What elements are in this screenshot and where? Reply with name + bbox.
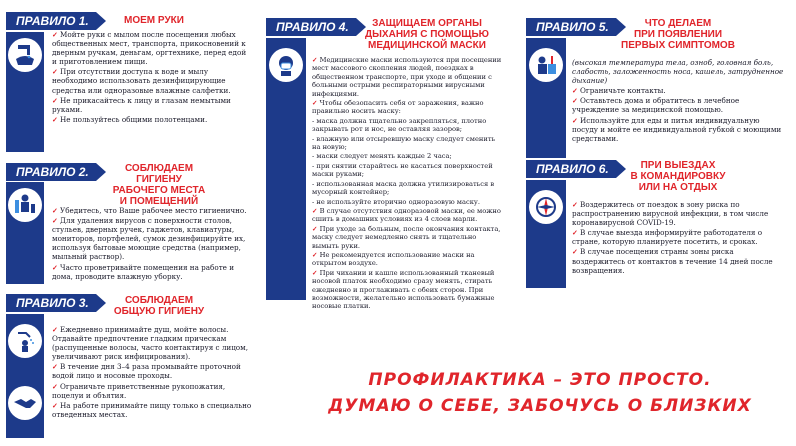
list-item: ✓ При отсутствии доступа к воде и мылу необходимо использовать дезинфицирующие средства или одноразовые влажные салфетки. [52, 67, 231, 95]
rule-2-body [52, 206, 254, 282]
dash-item: - использованная маска должна утилизироваться в мусорный контейнер; [312, 179, 495, 197]
rule-4-title: ЗАЩИЩАЕМ ОРГАНЫ ДЫХАНИЯ С ПОМОЩЬЮ МЕДИЦИНСКОЙ МАСКИ [365, 18, 489, 51]
list-item: ✓ На работе принимайте пищу только в специально отведенных местах. [52, 400, 252, 419]
rule-6-title: ПРИ ВЫЕЗДАХ В КОМАНДИРОВКУ ИЛИ НА ОТДЫХ [630, 160, 726, 193]
handwash-icon [8, 38, 42, 72]
rule-5-title: ЧТО ДЕЛАЕМ ПРИ ПОЯВЛЕНИИ ПЕРВЫХ СИМПТОМОВ [621, 18, 735, 51]
mask-icon [269, 48, 303, 82]
footer-slogan-line-2: ДУМАЮ О СЕБЕ, ЗАБОЧУСЬ О БЛИЗКИХ [328, 396, 752, 416]
list-item: ✓ При чихании и кашле использованный тканевый носовой платок необходимо сразу менять, стирать ежедневно и проглаживать с обеих сторон. При возможности, желательно использовать бумажные носовые платки. [312, 268, 495, 311]
rule-6-body [572, 200, 784, 276]
list-item: ✓ Не прикасайтесь к лицу и глазам немытыми руками. [52, 95, 231, 114]
rule-4-body [312, 56, 502, 312]
list-item: ✓ Ограничьте контакты. [572, 86, 666, 96]
rule-4-tag: ПРАВИЛО 4. [266, 18, 356, 36]
rule-1-title: МОЕМ РУКИ [124, 15, 184, 26]
list-item: ✓ Для удаления вирусов с поверхности столов, стульев, дверных ручек, гаджетов, клавиатуры, мониторов, портфелей, сумок дезинфицируйте их, используя бытовые моющие средства (например, мыльный раствор). [52, 216, 246, 262]
dash-item: - маски следует менять каждые 2 часа; [312, 152, 452, 161]
rule-3-body [52, 325, 254, 420]
rule-1-tag: ПРАВИЛО 1. [6, 12, 96, 30]
list-item: ✓ В случае отсутствия одноразовой маски, ее можно сшить в домашних условиях из 4 слоев марли. [312, 206, 501, 224]
list-item: ✓ В случае посещения страны зоны риска воздержитесь от контактов в течение 14 дней после возвращения. [572, 247, 773, 275]
rule-2-icon-column [6, 182, 44, 284]
handshake-icon [8, 386, 42, 420]
rule-5-body [572, 58, 784, 144]
rule-6-tag: ПРАВИЛО 6. [526, 160, 616, 178]
dash-item: - при снятии старайтесь не касаться поверхностей маски руками; [312, 161, 493, 179]
dash-item: - влажную или отсыревшую маску следует сменить на новую; [312, 134, 496, 152]
cleaning-worker-icon [8, 188, 42, 222]
list-item: ✓ Используйте для еды и питья индивидуальную посуду и мойте ее индивидуальной губкой с моющими средствами. [572, 115, 782, 143]
symptoms-note: (высокая температура тела, озноб, головная боль, слабость, заложенность носа, кашель, затрудненное дыхание) [572, 58, 784, 86]
list-item: ✓ Не пользуйтесь общими полотенцами. [52, 114, 208, 124]
dash-item: - маска должна тщательно закрепляться, плотно закрывать рот и нос, не оставляя зазоров; [312, 116, 487, 134]
list-item: ✓ Убедитесь, что Ваше рабочее место гигиенично. [52, 206, 247, 215]
rule-1-body [52, 30, 252, 125]
shower-icon [8, 324, 42, 358]
rule-3-title: СОБЛЮДАЕМ ОБЩУЮ ГИГИЕНУ [113, 295, 205, 317]
list-item: ✓ В случае выезда информируйте работодателя о стране, которую планируете посетить, и сроках. [572, 228, 763, 247]
rule-6-icon-column [526, 180, 566, 288]
list-item: ✓ Медицинские маски используются при посещении мест массового скопления людей, поездках в общественном транспорте, при уходе и общении с больными острыми респираторными вирусными инфекциями. [312, 56, 502, 98]
list-item: ✓ Ежедневно принимайте душ, мойте волосы. Отдавайте предпочтение гладким прическам (распущенные волосы, часто контактируя с лицом, увеличивают риск инфицирования). [52, 325, 249, 362]
rule-3-tag: ПРАВИЛО 3. [6, 294, 96, 312]
list-item: ✓ Воздержитесь от поездок в зону риска по распространению вирусной инфекции, в том числе коронавирусной COVID-19. [572, 200, 769, 228]
list-item: ✓ Ограничьте приветственные рукопожатия, поцелуи и объятия. [52, 381, 226, 400]
list-item: ✓ Чтобы обезопасить себя от заражения, важно правильно носить маску: [312, 99, 484, 116]
sick-person-icon [529, 48, 563, 82]
rule-2-tag: ПРАВИЛО 2. [6, 163, 96, 181]
dash-item: - не используйте вторично одноразовую маску. [312, 197, 480, 206]
rule-3-icon-column [6, 314, 44, 438]
rule-1-icon-column [6, 32, 44, 152]
footer-slogan-line-1: ПРОФИЛАКТИКА – ЭТО ПРОСТО. [368, 370, 712, 390]
list-item: ✓ Не рекомендуется использование маски на открытом воздухе. [312, 250, 475, 268]
list-item: ✓ Оставьтесь дома и обратитесь в лечебное учреждение за медицинской помощью. [572, 96, 740, 115]
list-item: ✓ Часто проветривайте помещения на работе и дома, проводите влажную уборку. [52, 262, 235, 281]
rule-4-icon-column [266, 38, 306, 300]
rule-2-title: СОБЛЮДАЕМ ГИГИЕНУ РАБОЧЕГО МЕСТА И ПОМЕЩЕНИЙ [112, 163, 206, 207]
list-item: ✓ В течение дня 3–4 раза промывайте проточной водой лицо и носовые проходы. [52, 362, 241, 381]
travel-icon [529, 190, 563, 224]
list-item: ✓ При уходе за больным, после окончания контакта, маску следует немедленно снять и тщательно вымыть руки. [312, 224, 501, 250]
list-item: ✓ Мойте руки с мылом после посещения любых общественных мест, транспорта, прикосновений к дверным ручкам, деньгам, оргтехнике, перед едой и приготовлением пищи. [52, 30, 247, 67]
rule-5-icon-column [526, 38, 566, 158]
rule-5-tag: ПРАВИЛО 5. [526, 18, 616, 36]
